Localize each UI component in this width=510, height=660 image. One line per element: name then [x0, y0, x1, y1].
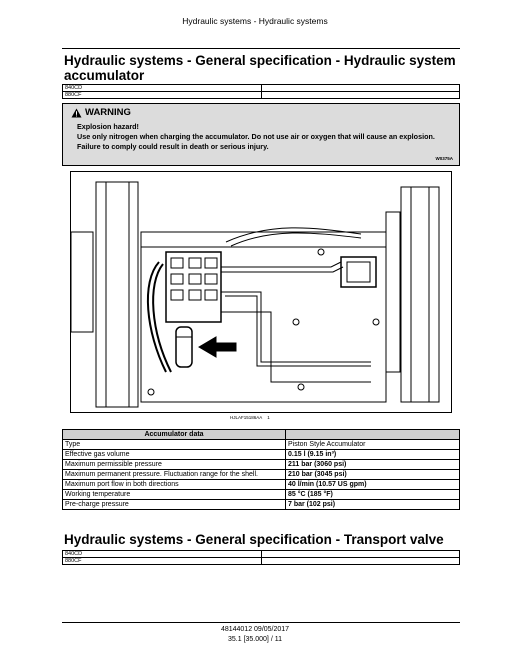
spec-key: Maximum permissible pressure [63, 460, 286, 470]
footer-rule [62, 622, 460, 623]
warning-line: Use only nitrogen when charging the accumulator. Do not use air or oxygen that will cause an explosion. [77, 132, 435, 141]
table-row [63, 92, 460, 99]
figure-number: 1 [267, 415, 270, 420]
model-cell: 880CF [63, 558, 262, 565]
spec-value: 210 bar (3045 psi) [286, 470, 460, 480]
running-header: Hydraulic systems - Hydraulic systems [182, 16, 328, 26]
warning-box [62, 103, 460, 166]
table-row [63, 558, 460, 565]
table-row [63, 551, 460, 558]
table-header-row [63, 430, 460, 440]
spec-value: 0.15 l (9.15 in³) [286, 450, 460, 460]
header-rule [62, 48, 460, 49]
spec-key: Effective gas volume [63, 450, 286, 460]
model-table-transport-valve [62, 550, 460, 565]
spec-key: Maximum permanent pressure. Fluctuation range for the shell. [63, 470, 286, 480]
table-row [63, 480, 460, 490]
table-row [63, 460, 460, 470]
model-cell: 840CD [63, 85, 262, 92]
warning-heading-text: WARNING [85, 107, 131, 118]
warning-triangle-icon [71, 108, 82, 118]
spec-key: Pre-charge pressure [63, 500, 286, 510]
spec-key: Type [63, 440, 286, 450]
section-title-accumulator: Hydraulic systems - General specification - Hydraulic system accumulator [64, 53, 456, 83]
spec-key: Working temperature [63, 490, 286, 500]
spec-value: 85 °C (185 °F) [286, 490, 460, 500]
model-table-accumulator [62, 84, 460, 99]
spec-value: 7 bar (102 psi) [286, 500, 460, 510]
table-row [63, 490, 460, 500]
table-row [63, 85, 460, 92]
warning-line: Explosion hazard! [77, 122, 139, 131]
accumulator-data-table [62, 429, 460, 510]
spec-key: Maximum port flow in both directions [63, 480, 286, 490]
spec-value: 211 bar (3060 psi) [286, 460, 460, 470]
table-row [63, 450, 460, 460]
doc-reference: 48144012 09/05/2017 [220, 626, 290, 633]
spec-value: 40 l/min (10.57 US gpm) [286, 480, 460, 490]
model-cell: 840CD [63, 551, 262, 558]
warning-body [77, 122, 453, 152]
warning-line: Failure to comply could result in death or serious injury. [77, 142, 269, 151]
table-header: Accumulator data [63, 430, 286, 440]
figure-caption [230, 415, 270, 420]
figure-id: HJLAF15186AA [230, 415, 263, 420]
table-row [63, 470, 460, 480]
table-row [63, 440, 460, 450]
section-title-transport-valve: Hydraulic systems - General specification - Transport valve [64, 532, 444, 547]
model-cell: 880CF [63, 92, 262, 99]
hydraulic-assembly-illustration [71, 172, 451, 412]
warning-code: W0375A [435, 156, 453, 161]
table-row [63, 500, 460, 510]
accumulator-figure [70, 171, 452, 413]
spec-value: Piston Style Accumulator [286, 440, 460, 450]
warning-heading [71, 107, 131, 118]
page-number: 35.1 [35.000] / 11 [228, 636, 282, 643]
